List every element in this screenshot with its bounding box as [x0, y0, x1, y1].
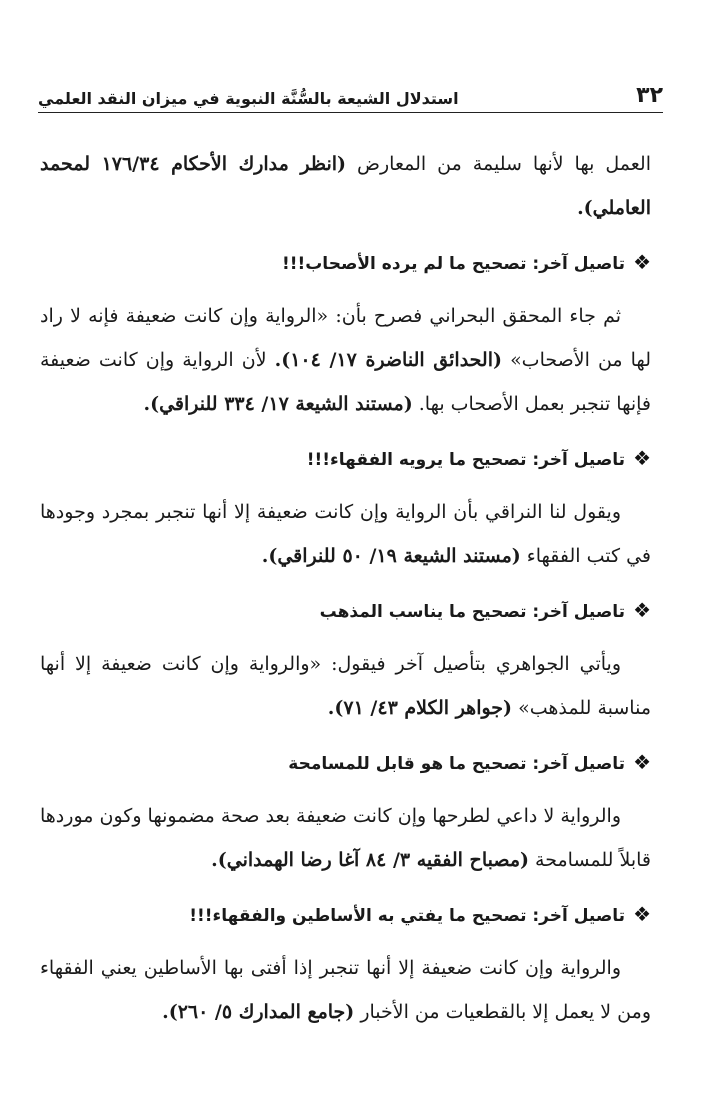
- fleuron-icon: ❖: [633, 750, 651, 774]
- section-text-continued: لأن الرواية وإن كانت ضعيفة فإنها تنجبر بعمل الأصحاب بها.: [40, 349, 651, 415]
- section-heading: [40, 894, 651, 936]
- section-heading-text: تاصيل آخر: تصحيح ما لم يرده الأصحاب!!!: [281, 254, 626, 274]
- running-title: استدلال الشيعة بالسُّنَّة النبوية في ميزان النقد العلمي: [38, 89, 459, 108]
- fleuron-icon: ❖: [633, 598, 651, 622]
- section-reference: (جواهر الكلام ٤٣/ ٧١).: [327, 697, 513, 719]
- section-reference-second: (مستند الشيعة ١٧/ ٣٣٤ للنراقي).: [143, 393, 413, 415]
- fleuron-icon: ❖: [633, 902, 651, 926]
- section-paragraph: [40, 490, 651, 578]
- section-reference: (مصباح الفقيه ٣/ ٨٤ آغا رضا الهمداني).: [211, 849, 529, 871]
- section-reference: (جامع المدارك ٥/ ٢٦٠).: [162, 1001, 355, 1023]
- section-text: والرواية لا داعي لطرحها وإن كانت ضعيفة بعد صحة مضمونها وكون موردها قابلاً للمسامحة: [40, 805, 651, 871]
- intro-paragraph: [40, 142, 651, 230]
- fleuron-icon: ❖: [633, 250, 651, 274]
- section-text: ثم جاء المحقق البحراني فصرح بأن: «الرواية وإن كانت ضعيفة فإنه لا راد لها من الأصحاب»: [40, 305, 651, 371]
- section-heading: [40, 242, 651, 284]
- section-reference: (الحدائق الناضرة ١٧/ ١٠٤).: [274, 349, 502, 371]
- section-heading-text: تاصيل آخر: تصحيح ما يفتي به الأساطين والفقهاء!!!: [189, 906, 626, 926]
- section-reference: (مستند الشيعة ١٩/ ٥٠ للنراقي).: [261, 545, 521, 567]
- running-header: [38, 78, 663, 113]
- section-paragraph: [40, 642, 651, 730]
- fleuron-icon: ❖: [633, 446, 651, 470]
- section-heading: [40, 590, 651, 632]
- page-body: [40, 142, 651, 1034]
- intro-reference: (انظر مدارك الأحكام ١٧٦/٣٤ لمحمد العاملي).: [40, 153, 651, 219]
- section-text: والرواية وإن كانت ضعيفة إلا أنها تنجبر إذا أفتى بها الأساطين يعني الفقهاء ومن لا يعمل إلا بالقطعيات من الأخبار: [40, 957, 651, 1023]
- section-text: ويقول لنا النراقي بأن الرواية وإن كانت ضعيفة إلا أنها تنجبر بمجرد وجودها في كتب الفقهاء: [40, 501, 651, 567]
- section-heading: [40, 742, 651, 784]
- section-text: ويأتي الجواهري بتأصيل آخر فيقول: «والرواية وإن كانت ضعيفة إلا أنها مناسبة للمذهب»: [40, 653, 651, 719]
- page-number: ٣٢: [636, 83, 663, 108]
- section-heading-text: تاصيل آخر: تصحيح ما هو قابل للمسامحة: [288, 754, 626, 774]
- section-heading-text: تاصيل آخر: تصحيح ما يناسب المذهب: [319, 602, 626, 622]
- section-heading-text: تاصيل آخر: تصحيح ما يرويه الفقهاء!!!: [306, 450, 626, 470]
- intro-text: العمل بها لأنها سليمة من المعارض: [357, 153, 651, 175]
- section-paragraph: [40, 294, 651, 426]
- section-paragraph: [40, 946, 651, 1034]
- section-heading: [40, 438, 651, 480]
- section-paragraph: [40, 794, 651, 882]
